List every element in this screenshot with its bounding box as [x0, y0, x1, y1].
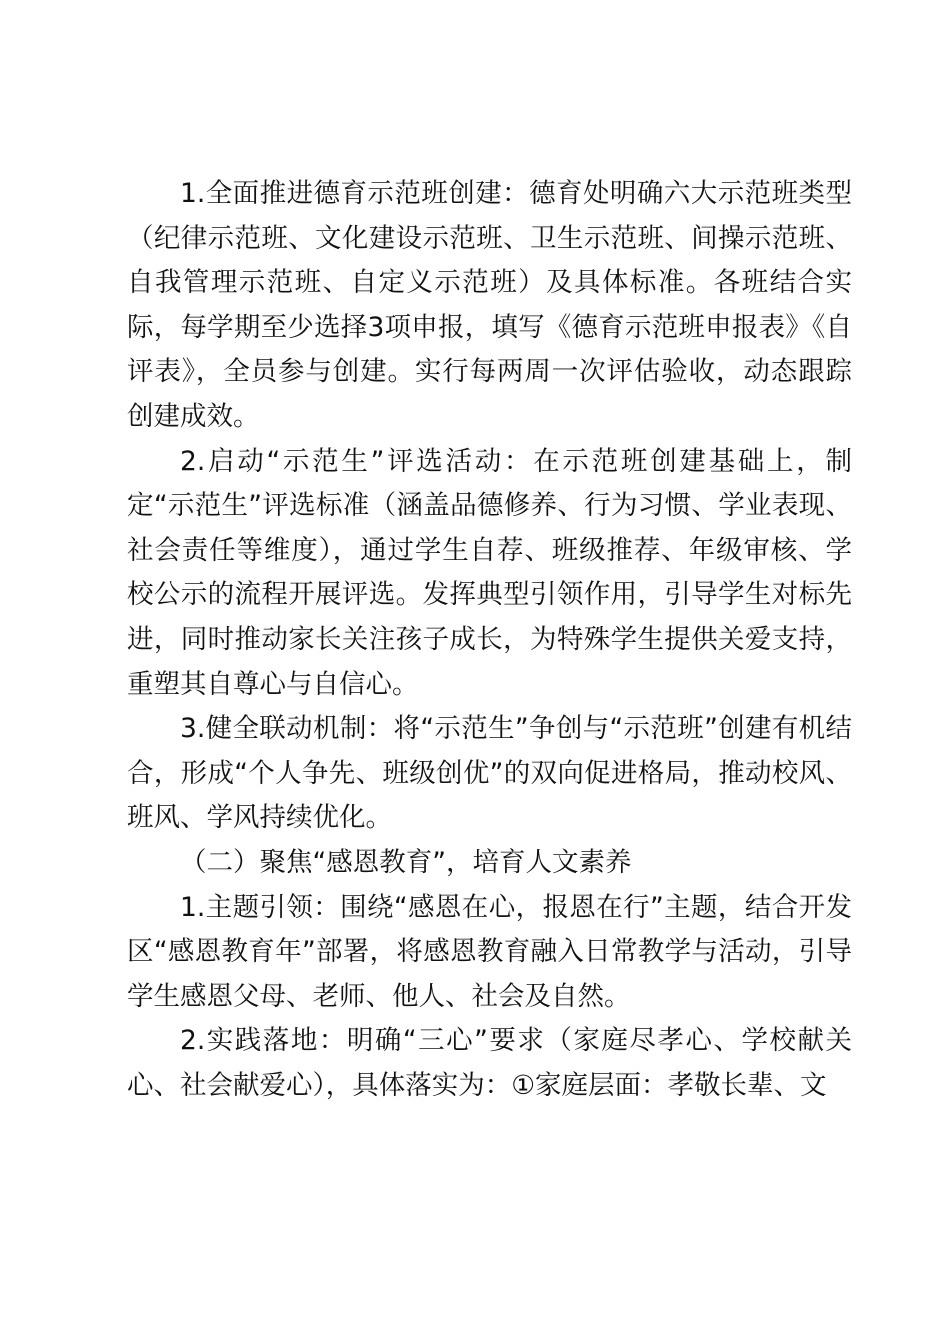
- paragraph-model-student: 2.启动“示范生”评选活动：在示范班创建基础上，制定“示范生”评选标准（涵盖品德修养、行为习惯、学业表现、社会责任等维度），通过学生自荐、班级推荐、年级审核、学校公示的流程开展评选。发挥典型引领作用，引导学生对标先进，同时推动家长关注孩子成长，为特殊学生提供关爱支持，重塑其自尊心与自信心。: [127, 445, 852, 700]
- paragraph-linkage-mechanism: 3.健全联动机制：将“示范生”争创与“示范班”创建有机结合，形成“个人争先、班级创优”的双向促进格局，推动校风、班风、学风持续优化。: [127, 713, 852, 834]
- section-heading-gratitude-education: （二）聚焦“感恩教育”，培育人文素养: [180, 846, 632, 878]
- document-body: [127, 172, 852, 1108]
- paragraph-theme-guidance: 1.主题引领：围绕“感恩在心，报恩在行”主题，结合开发区“感恩教育年”部署，将感恩教育融入日常教学与活动，引导学生感恩父母、老师、他人、社会及自然。: [127, 891, 852, 1012]
- paragraph-practice-implementation: 2.实践落地：明确“三心”要求（家庭尽孝心、学校献关心、社会献爱心），具体落实为：①家庭层面：孝敬长辈、文: [127, 1025, 852, 1101]
- paragraph-demonstration-class: 1.全面推进德育示范班创建：德育处明确六大示范班类型（纪律示范班、文化建设示范班、卫生示范班、间操示范班、自我管理示范班、自定义示范班）及具体标准。各班结合实际，每学期至少选择3项申报，填写《德育示范班申报表》《自评表》，全员参与创建。实行每两周一次评估验收，动态跟踪创建成效。: [127, 178, 852, 432]
